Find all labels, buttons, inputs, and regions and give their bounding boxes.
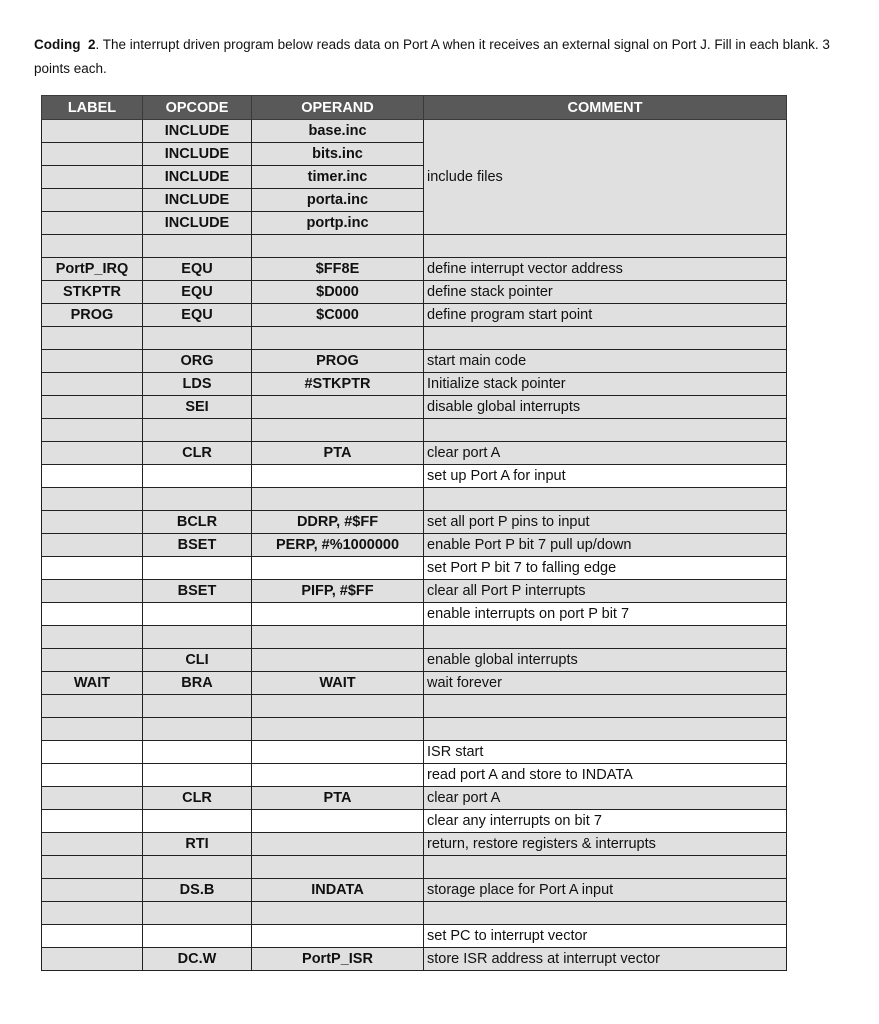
comment-cell: store ISR address at interrupt vector	[424, 948, 787, 971]
operand-cell[interactable]	[252, 695, 424, 718]
label-cell[interactable]	[42, 465, 143, 488]
operand-cell[interactable]	[252, 235, 424, 258]
comment-cell: define interrupt vector address	[424, 258, 787, 281]
table-row	[42, 488, 787, 511]
label-cell[interactable]	[42, 442, 143, 465]
opcode-cell[interactable]	[143, 603, 252, 626]
comment-cell[interactable]	[424, 235, 787, 258]
operand-cell[interactable]	[252, 327, 424, 350]
operand-cell: DDRP, #$FF	[252, 511, 424, 534]
table-row	[42, 465, 787, 488]
opcode-cell[interactable]	[143, 764, 252, 787]
label-cell[interactable]	[42, 143, 143, 166]
operand-cell[interactable]	[252, 810, 424, 833]
question-prefix: Coding	[34, 37, 81, 52]
operand-cell: PTA	[252, 442, 424, 465]
opcode-cell: INCLUDE	[143, 120, 252, 143]
comment-cell[interactable]	[424, 695, 787, 718]
opcode-cell: INCLUDE	[143, 212, 252, 235]
opcode-cell: EQU	[143, 258, 252, 281]
table-row	[42, 120, 787, 143]
comment-cell: set PC to interrupt vector	[424, 925, 787, 948]
label-cell[interactable]	[42, 396, 143, 419]
operand-cell: $FF8E	[252, 258, 424, 281]
opcode-cell[interactable]	[143, 419, 252, 442]
table-row	[42, 810, 787, 833]
opcode-cell: EQU	[143, 281, 252, 304]
table-row	[42, 557, 787, 580]
table-row	[42, 948, 787, 971]
operand-cell: #STKPTR	[252, 373, 424, 396]
table-row	[42, 833, 787, 856]
label-cell[interactable]	[42, 511, 143, 534]
header-label: LABEL	[42, 96, 143, 120]
comment-cell: include files	[424, 120, 787, 235]
comment-cell: storage place for Port A input	[424, 879, 787, 902]
comment-cell: set up Port A for input	[424, 465, 787, 488]
opcode-cell[interactable]	[143, 235, 252, 258]
label-cell[interactable]	[42, 902, 143, 925]
label-cell[interactable]	[42, 327, 143, 350]
assembly-code-table	[41, 95, 787, 971]
comment-cell: ISR start	[424, 741, 787, 764]
table-row	[42, 304, 787, 327]
label-cell[interactable]	[42, 787, 143, 810]
label-cell[interactable]	[42, 557, 143, 580]
operand-cell[interactable]	[252, 465, 424, 488]
label-cell[interactable]	[42, 189, 143, 212]
comment-cell[interactable]	[424, 626, 787, 649]
opcode-cell: EQU	[143, 304, 252, 327]
label-cell[interactable]	[42, 925, 143, 948]
table-row	[42, 442, 787, 465]
opcode-cell: BSET	[143, 534, 252, 557]
table-row	[42, 626, 787, 649]
label-cell[interactable]	[42, 373, 143, 396]
comment-cell[interactable]	[424, 419, 787, 442]
opcode-cell: DC.W	[143, 948, 252, 971]
label-cell[interactable]	[42, 534, 143, 557]
operand-cell[interactable]	[252, 902, 424, 925]
operand-cell: PERP, #%1000000	[252, 534, 424, 557]
comment-cell: enable Port P bit 7 pull up/down	[424, 534, 787, 557]
label-cell[interactable]	[42, 948, 143, 971]
comment-cell: define stack pointer	[424, 281, 787, 304]
opcode-cell[interactable]	[143, 741, 252, 764]
question-text: . The interrupt driven program below reads data on Port A when it receives an external signal on Port J. Fill in each blank. 3 points each.	[34, 37, 830, 76]
table-row	[42, 879, 787, 902]
opcode-cell: INCLUDE	[143, 166, 252, 189]
table-row	[42, 856, 787, 879]
comment-cell: Initialize stack pointer	[424, 373, 787, 396]
comment-cell: define program start point	[424, 304, 787, 327]
label-cell[interactable]	[42, 879, 143, 902]
operand-cell[interactable]	[252, 649, 424, 672]
comment-cell[interactable]	[424, 902, 787, 925]
operand-cell[interactable]	[252, 856, 424, 879]
label-cell: PortP_IRQ	[42, 258, 143, 281]
table-row	[42, 419, 787, 442]
operand-cell: PortP_ISR	[252, 948, 424, 971]
table-row	[42, 350, 787, 373]
opcode-cell: INCLUDE	[143, 143, 252, 166]
operand-cell: bits.inc	[252, 143, 424, 166]
opcode-cell: LDS	[143, 373, 252, 396]
comment-cell: clear port A	[424, 442, 787, 465]
opcode-cell[interactable]	[143, 626, 252, 649]
label-cell[interactable]	[42, 488, 143, 511]
header-operand: OPERAND	[252, 96, 424, 120]
operand-cell[interactable]	[252, 557, 424, 580]
opcode-cell[interactable]	[143, 488, 252, 511]
question-number: 2	[88, 37, 96, 52]
label-cell[interactable]	[42, 718, 143, 741]
label-cell: PROG	[42, 304, 143, 327]
opcode-cell: DS.B	[143, 879, 252, 902]
table-row	[42, 741, 787, 764]
header-comment: COMMENT	[424, 96, 787, 120]
operand-cell: PROG	[252, 350, 424, 373]
header-row	[42, 96, 787, 120]
label-cell[interactable]	[42, 350, 143, 373]
label-cell: WAIT	[42, 672, 143, 695]
table-row	[42, 672, 787, 695]
label-cell[interactable]	[42, 603, 143, 626]
comment-cell: clear all Port P interrupts	[424, 580, 787, 603]
table-row	[42, 649, 787, 672]
opcode-cell[interactable]	[143, 695, 252, 718]
label-cell[interactable]	[42, 695, 143, 718]
opcode-cell[interactable]	[143, 856, 252, 879]
operand-cell[interactable]	[252, 764, 424, 787]
comment-cell: enable global interrupts	[424, 649, 787, 672]
label-cell[interactable]	[42, 741, 143, 764]
table-row	[42, 718, 787, 741]
table-row	[42, 511, 787, 534]
table-row	[42, 281, 787, 304]
table-row	[42, 603, 787, 626]
table-row	[42, 534, 787, 557]
table-row	[42, 396, 787, 419]
operand-cell[interactable]	[252, 833, 424, 856]
comment-cell: clear port A	[424, 787, 787, 810]
label-cell[interactable]	[42, 120, 143, 143]
table-row	[42, 787, 787, 810]
opcode-cell[interactable]	[143, 327, 252, 350]
opcode-cell: BCLR	[143, 511, 252, 534]
comment-cell[interactable]	[424, 856, 787, 879]
opcode-cell: SEI	[143, 396, 252, 419]
comment-cell: read port A and store to INDATA	[424, 764, 787, 787]
opcode-cell: RTI	[143, 833, 252, 856]
table-row	[42, 373, 787, 396]
operand-cell[interactable]	[252, 488, 424, 511]
operand-cell: porta.inc	[252, 189, 424, 212]
comment-cell[interactable]	[424, 488, 787, 511]
operand-cell: PIFP, #$FF	[252, 580, 424, 603]
opcode-cell: ORG	[143, 350, 252, 373]
opcode-cell[interactable]	[143, 465, 252, 488]
opcode-cell: CLI	[143, 649, 252, 672]
label-cell[interactable]	[42, 580, 143, 603]
operand-cell[interactable]	[252, 925, 424, 948]
opcode-cell[interactable]	[143, 810, 252, 833]
opcode-cell: BRA	[143, 672, 252, 695]
table-row	[42, 695, 787, 718]
table-row	[42, 580, 787, 603]
operand-cell[interactable]	[252, 396, 424, 419]
opcode-cell[interactable]	[143, 718, 252, 741]
operand-cell[interactable]	[252, 741, 424, 764]
comment-cell: disable global interrupts	[424, 396, 787, 419]
operand-cell: PTA	[252, 787, 424, 810]
operand-cell: timer.inc	[252, 166, 424, 189]
comment-cell: wait forever	[424, 672, 787, 695]
operand-cell: base.inc	[252, 120, 424, 143]
operand-cell[interactable]	[252, 626, 424, 649]
label-cell[interactable]	[42, 626, 143, 649]
opcode-cell: CLR	[143, 442, 252, 465]
opcode-cell: BSET	[143, 580, 252, 603]
operand-cell: INDATA	[252, 879, 424, 902]
operand-cell[interactable]	[252, 603, 424, 626]
comment-cell: start main code	[424, 350, 787, 373]
label-cell[interactable]	[42, 764, 143, 787]
table-row	[42, 764, 787, 787]
comment-cell: enable interrupts on port P bit 7	[424, 603, 787, 626]
operand-cell: portp.inc	[252, 212, 424, 235]
table-body	[42, 120, 787, 971]
opcode-cell[interactable]	[143, 925, 252, 948]
comment-cell[interactable]	[424, 327, 787, 350]
instructions	[34, 33, 844, 81]
opcode-cell: CLR	[143, 787, 252, 810]
operand-cell: $C000	[252, 304, 424, 327]
header-opcode: OPCODE	[143, 96, 252, 120]
comment-cell: return, restore registers & interrupts	[424, 833, 787, 856]
table-row	[42, 258, 787, 281]
opcode-cell[interactable]	[143, 902, 252, 925]
opcode-cell[interactable]	[143, 557, 252, 580]
comment-cell: clear any interrupts on bit 7	[424, 810, 787, 833]
comment-cell: set all port P pins to input	[424, 511, 787, 534]
opcode-cell: INCLUDE	[143, 189, 252, 212]
label-cell[interactable]	[42, 810, 143, 833]
label-cell[interactable]	[42, 856, 143, 879]
label-cell[interactable]	[42, 212, 143, 235]
label-cell[interactable]	[42, 166, 143, 189]
label-cell[interactable]	[42, 833, 143, 856]
table-row	[42, 925, 787, 948]
operand-cell: WAIT	[252, 672, 424, 695]
comment-cell[interactable]	[424, 718, 787, 741]
operand-cell[interactable]	[252, 419, 424, 442]
table-row	[42, 235, 787, 258]
table-row	[42, 327, 787, 350]
operand-cell: $D000	[252, 281, 424, 304]
comment-cell: set Port P bit 7 to falling edge	[424, 557, 787, 580]
table-row	[42, 902, 787, 925]
label-cell: STKPTR	[42, 281, 143, 304]
label-cell[interactable]	[42, 649, 143, 672]
label-cell[interactable]	[42, 419, 143, 442]
operand-cell[interactable]	[252, 718, 424, 741]
label-cell[interactable]	[42, 235, 143, 258]
